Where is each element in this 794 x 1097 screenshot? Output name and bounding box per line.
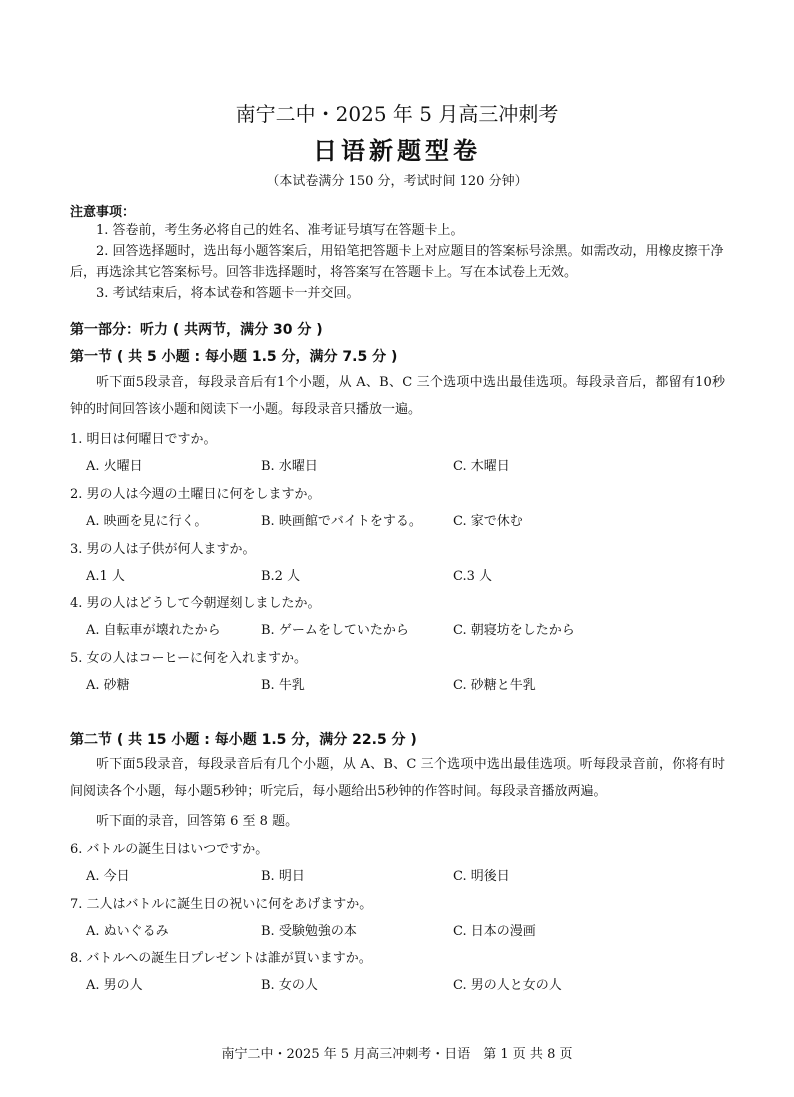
q3-option-a: A.1 人: [86, 569, 125, 584]
question-3: 3. 男の人は子供が何人ますか。: [70, 542, 256, 557]
q8-option-b: B. 女の人: [261, 978, 318, 993]
q5-option-c: C. 砂糖と牛乳: [453, 678, 536, 693]
q8-option-a: A. 男の人: [86, 978, 143, 993]
q4-option-a: A. 自転車が壊れたから: [86, 623, 221, 638]
exam-subtitle: （本试卷满分 150 分，考试时间 120 分钟）: [266, 174, 528, 189]
section2-sub-instruction: 听下面的录音，回答第 6 至 8 题。: [96, 814, 299, 829]
q6-option-a: A. 今日: [86, 869, 130, 884]
section1-heading: 第一节 ( 共 5 小题 : 每小题 1.5 分，满分 7.5 分 ): [70, 349, 398, 365]
q4-option-c: C. 朝寝坊をしたから: [453, 623, 575, 638]
q1-option-b: B. 水曜日: [261, 459, 318, 474]
part1-heading: 第一部分：听力 ( 共两节，满分 30 分 ): [70, 322, 323, 338]
q3-option-b: B.2 人: [261, 569, 301, 584]
q2-option-a: A. 映画を見に行く。: [86, 514, 208, 529]
page-footer: 南宁二中・2025 年 5 月高三冲刺考・日语 第 1 页 共 8 页: [221, 1047, 573, 1062]
q2-option-b: B. 映画館でバイトをする。: [261, 514, 422, 529]
exam-title: 南宁二中・2025 年 5 月高三冲刺考: [235, 102, 559, 126]
q7-option-a: A. ぬいぐるみ: [86, 924, 169, 939]
q7-option-b: B. 受験勉強の本: [261, 924, 357, 939]
q1-option-c: C. 木曜日: [453, 459, 510, 474]
q6-option-c: C. 明後日: [453, 869, 510, 884]
q2-option-c: C. 家で休む: [453, 514, 523, 529]
q5-option-b: B. 牛乳: [261, 678, 305, 693]
section1-instruction: 听下面5段录音，每段录音后有1个小题，从 A、B、C 三个选项中选出最佳选项。每段录音后，都留有10秒钟的时间回答该小题和阅读下一小题。每段录音只播放一遍。: [70, 375, 725, 417]
notes-heading: 注意事项：: [70, 205, 136, 220]
q7-option-c: C. 日本の漫画: [453, 924, 536, 939]
note-item-3: 3. 考试结束后，将本试卷和答题卡一并交回。: [96, 286, 360, 301]
question-5: 5. 女の人はコーヒーに何を入れますか。: [70, 651, 308, 666]
q3-option-c: C.3 人: [453, 569, 493, 584]
q4-option-b: B. ゲームをしていたから: [261, 623, 409, 638]
question-2: 2. 男の人は今週の土曜日に何をしますか。: [70, 487, 321, 502]
q1-option-a: A. 火曜日: [86, 459, 143, 474]
note-item-1: 1. 答卷前，考生务必将自己的姓名、准考证号填写在答题卡上。: [96, 223, 464, 238]
question-4: 4. 男の人はどうして今朝遅刻しましたか。: [70, 596, 321, 611]
question-8: 8. バトルへの誕生日プレゼントは誰が買いますか。: [70, 951, 372, 966]
question-6: 6. バトルの誕生日はいつですか。: [70, 842, 269, 857]
note-item-2: 2. 回答选择题时，选出每小题答案后，用铅笔把答题卡上对应题目的答案标号涂黑。如需改动，用橡皮擦干净后，再选涂其它答案标号。回答非选择题时，将答案写在答题卡上。写在本试卷上无效。: [70, 244, 724, 280]
q8-option-c: C. 男の人と女の人: [453, 978, 562, 993]
section2-heading: 第二节 ( 共 15 小题 : 每小题 1.5 分，满分 22.5 分 ): [70, 732, 417, 748]
question-7: 7. 二人はバトルに誕生日の祝いに何をあげますか。: [70, 897, 373, 912]
section2-instruction: 听下面5段录音，每段录音后有几个小题，从 A、B、C 三个选项中选出最佳选项。听每段录音前，你将有时间阅读各个小题，每小题5秒钟；听完后，每小题给出5秒钟的作答时间。每段录音播放两遍。: [70, 757, 725, 799]
question-1: 1. 明日は何曜日ですか。: [70, 432, 217, 447]
q5-option-a: A. 砂糖: [86, 678, 130, 693]
subject-title: 日语新题型卷: [313, 137, 481, 165]
q6-option-b: B. 明日: [261, 869, 305, 884]
